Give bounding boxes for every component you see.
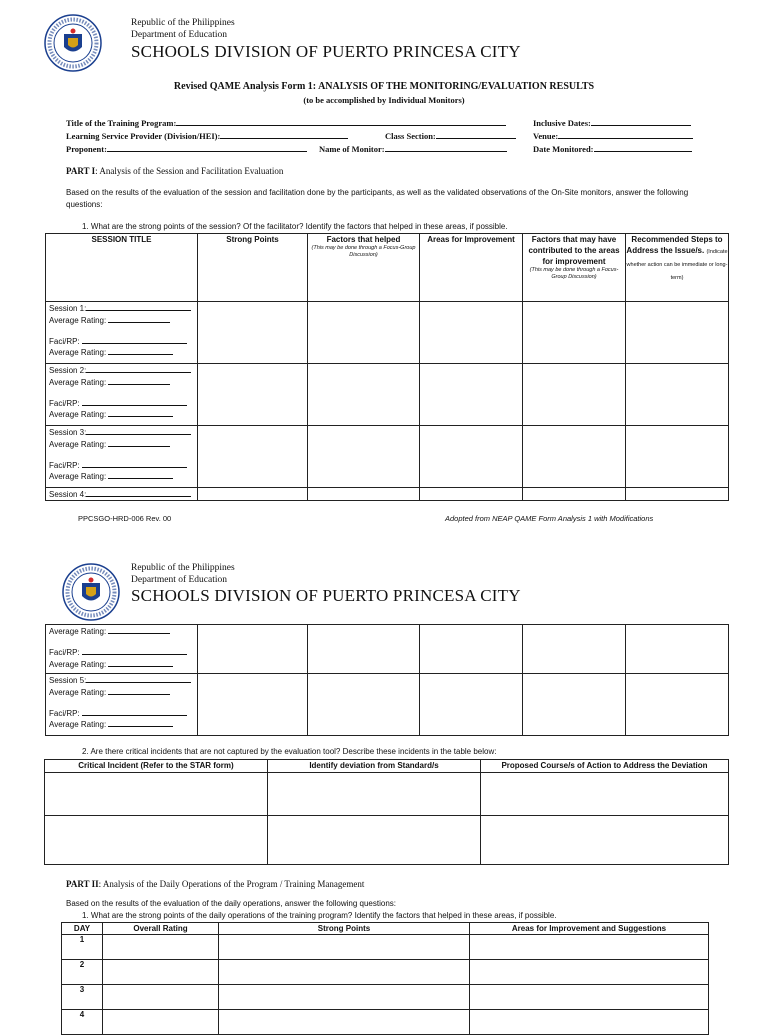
class-section-field[interactable] <box>385 130 516 141</box>
session-2-cell[interactable]: Session 2: Average Rating: Faci/RP: Average Rating: <box>46 364 198 426</box>
contrib-note: (This may be done through a Focus-Group Discussion) <box>529 267 619 280</box>
day-cell: 2 <box>62 960 103 985</box>
day-cell: 3 <box>62 985 103 1010</box>
form-subtitle: (to be accomplished by Individual Monitors) <box>303 95 465 105</box>
col-session-title: SESSION TITLE <box>46 234 198 302</box>
part2-intro: Based on the results of the evaluation of the daily operations, answer the following questions: <box>66 899 396 908</box>
venue-label: Venue: <box>533 131 559 141</box>
form-code: PPCSGO-HRD-006 Rev. 00 <box>78 514 172 523</box>
inclusive-dates-field[interactable] <box>533 117 691 128</box>
table-row <box>62 985 709 1010</box>
date-monitored-label: Date Monitored: <box>533 144 594 154</box>
day-cell: 4 <box>62 1010 103 1035</box>
col-overall-rating: Overall Rating <box>103 923 219 935</box>
monitor-field[interactable] <box>319 143 507 154</box>
table-row <box>46 302 729 364</box>
part1-intro: Based on the results of the evaluation of the session and facilitation done by the participants, as well as the validated observations of the On-Site monitors, answer the following questions: <box>66 188 689 209</box>
col-factors: Factors that helped (This may be done through a Focus-Group Discussion) <box>308 234 420 302</box>
table-row <box>46 426 729 488</box>
part2-heading: PART II: Analysis of the Daily Operations of the Program / Training Management <box>66 879 365 889</box>
training-program-label: Title of the Training Program: <box>66 118 177 128</box>
deped-seal-icon <box>62 563 120 621</box>
part1-question-1: 1. What are the strong points of the session? Of the facilitator? Identify the factors that helped in these areas, if possible. <box>82 222 508 231</box>
date-monitored-field[interactable] <box>533 143 692 154</box>
part1-question-2: 2. Are there critical incidents that are not captured by the evaluation tool? Describe these incidents in the table below: <box>82 747 497 756</box>
republic-text: Republic of the Philippines <box>131 563 235 573</box>
session-5-cell[interactable]: Session 5: Average Rating: Faci/RP: Average Rating: <box>46 674 198 736</box>
col-proposed-action: Proposed Course/s of Action to Address the Deviation <box>481 760 729 773</box>
col-critical-incident: Critical Incident (Refer to the STAR form) <box>45 760 268 773</box>
training-program-field[interactable] <box>66 117 506 128</box>
lsp-label: Learning Service Provider (Division/HEI): <box>66 131 221 141</box>
table-row <box>46 674 729 736</box>
deped-seal-icon <box>44 14 102 72</box>
recommended-note: (Indicate whether action can be immediate or long-term) <box>626 249 728 281</box>
session-1-cell[interactable]: Session 1: Average Rating: Faci/RP: Average Rating: <box>46 302 198 364</box>
session-3-cell[interactable]: Session 3: Average Rating: Faci/RP: Average Rating: <box>46 426 198 488</box>
session-table-continued <box>45 624 729 736</box>
table-row <box>45 816 729 865</box>
division-title: SCHOOLS DIVISION OF PUERTO PRINCESA CITY <box>131 42 521 61</box>
session-4-cell[interactable]: Session 4: <box>46 488 198 501</box>
department-text: Department of Education <box>131 30 228 40</box>
part2-question-1: 1. What are the strong points of the daily operations of the training program? Identify the factors that helped in these areas, if possible. <box>82 911 557 920</box>
col-contrib: Factors that may have contributed to the areas for improvement (This may be done through a Focus-Group Discussion) <box>523 234 626 302</box>
col-strong-points: Strong Points <box>198 234 308 302</box>
proponent-label: Proponent: <box>66 144 107 154</box>
lsp-field[interactable] <box>66 130 348 141</box>
col-areas-suggestions: Areas for Improvement and Suggestions <box>470 923 709 935</box>
col-deviation: Identify deviation from Standard/s <box>268 760 481 773</box>
daily-operations-table <box>61 922 709 1035</box>
table-row <box>46 488 729 501</box>
table-row <box>62 935 709 960</box>
col-strong-points: Strong Points <box>219 923 470 935</box>
table-row <box>46 364 729 426</box>
inclusive-dates-label: Inclusive Dates: <box>533 118 591 128</box>
department-text: Department of Education <box>131 575 228 585</box>
table-row <box>62 1010 709 1035</box>
col-recommended: Recommended Steps to Address the Issue/s. (Indicate whether action can be immediate or long-term) <box>626 234 729 302</box>
monitor-label: Name of Monitor: <box>319 144 385 154</box>
republic-text: Republic of the Philippines <box>131 18 235 28</box>
form-title: Revised QAME Analysis Form 1: ANALYSIS OF THE MONITORING/EVALUATION RESULTS <box>173 81 595 92</box>
table-row <box>46 625 729 674</box>
col-areas: Areas for Improvement <box>420 234 523 302</box>
col-day: DAY <box>62 923 103 935</box>
session-table <box>45 233 729 501</box>
venue-field[interactable] <box>533 130 693 141</box>
table-row <box>45 773 729 816</box>
class-section-label: Class Section: <box>385 131 436 141</box>
part1-heading: PART I: Analysis of the Session and Facilitation Evaluation <box>66 166 284 176</box>
session-4-cont-cell[interactable]: Average Rating: Faci/RP: Average Rating: <box>46 625 198 674</box>
division-title: SCHOOLS DIVISION OF PUERTO PRINCESA CITY <box>131 586 521 605</box>
table-row <box>62 960 709 985</box>
adopted-note: Adopted from NEAP QAME Form Analysis 1 with Modifications <box>445 514 654 523</box>
proponent-field[interactable] <box>66 143 307 154</box>
day-cell: 1 <box>62 935 103 960</box>
factors-note: (This may be done through a Focus-Group Discussion) <box>311 245 416 258</box>
critical-incident-table <box>44 759 729 865</box>
